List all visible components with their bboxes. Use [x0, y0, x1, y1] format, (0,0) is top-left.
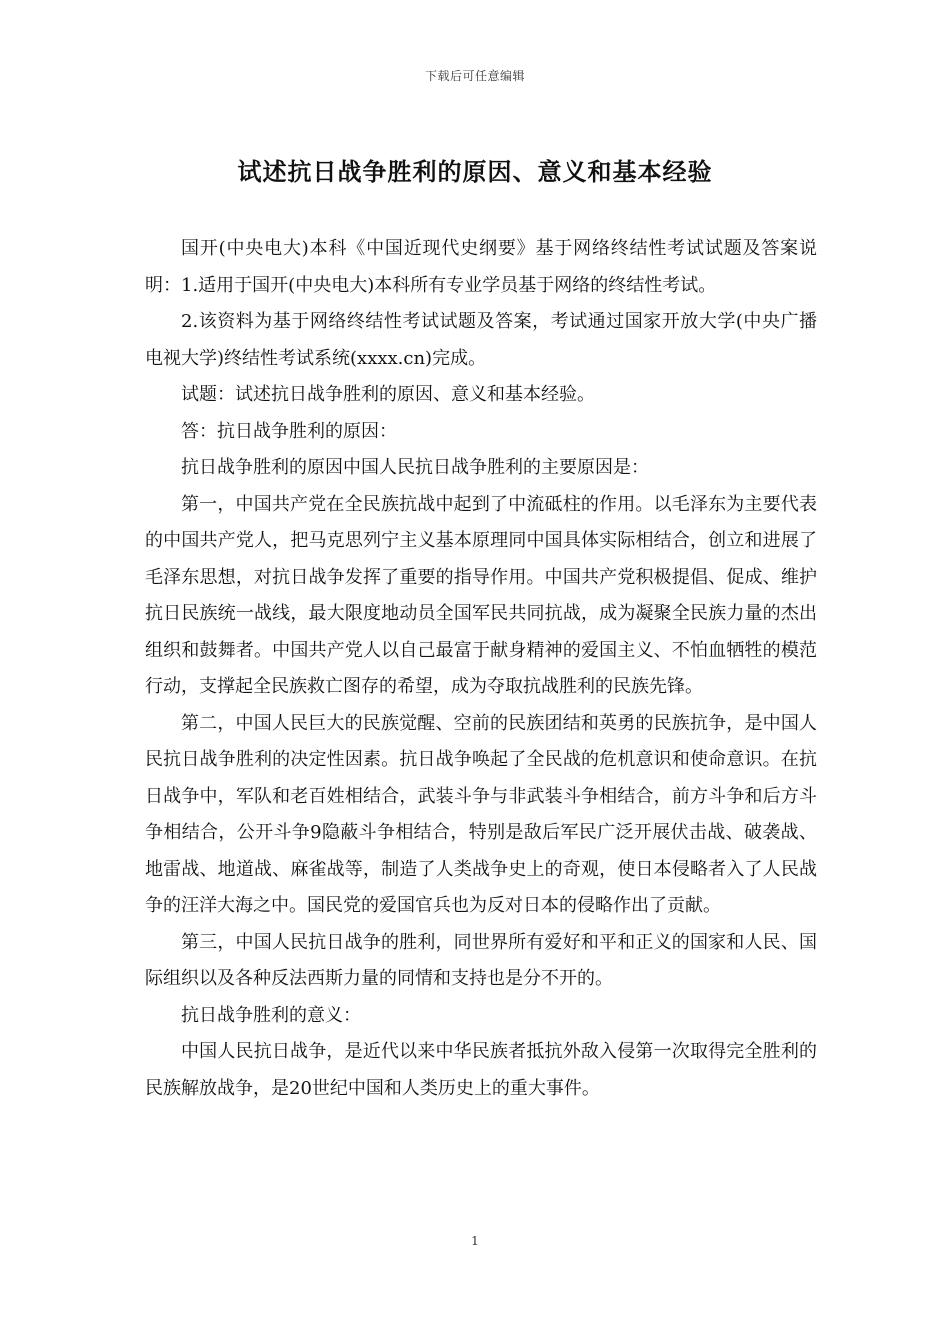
paragraph: 试题：试述抗日战争胜利的原因、意义和基本经验。	[181, 384, 595, 405]
paragraph: 国开(中央电大)本科《中国近现代史纲要》基于网络终结性考试试题及答案说明：1.适用于国开(中央电大)本科所有专业学员基于网络的终结性考试。	[145, 238, 817, 296]
paragraph: 2.该资料为基于网络终结性考试试题及答案，考试通过国家开放大学(中央广播电视大学)终结性考试系统(xxxx.cn)完成。	[145, 311, 817, 369]
paragraph: 答：抗日战争胜利的原因：	[181, 420, 397, 442]
paragraph: 第二，中国人民巨大的民族觉醒、空前的民族团结和英勇的民族抗争，是中国人民抗日战争胜利的决定性因素。抗日战争唤起了全民战的危机意识和使命意识。在抗日战争中，军队和老百姓相结合，武装斗争与非武装斗争相结合，前方斗争和后方斗争相结合，公开斗争9隐蔽斗争相结合，特别是敌后军民广泛开展伏击战、破袭战、地雷战、地道战、麻雀战等，制造了人类战争史上的奇观，使日本侵略者入了人民战争的汪洋大海之中。国民党的爱国官兵也为反对日本的侵略作出了贡献。	[145, 712, 817, 916]
document-title: 试述抗日战争胜利的原因、意义和基本经验	[237, 158, 713, 186]
document-body	[145, 231, 817, 1107]
paragraph: 抗日战争胜利的意义：	[181, 1004, 361, 1026]
header-note: 下载后可任意编辑	[424, 69, 525, 83]
paragraph: 第一，中国共产党在全民族抗战中起到了中流砥柱的作用。以毛泽东为主要代表的中国共产党人，把马克思列宁主义基本原理同中国具体实际相结合，创立和进展了毛泽东思想，对抗日战争发挥了重要的指导作用。中国共产党积极提倡、促成、维护抗日民族统一战线，最大限度地动员全国军民共同抗战，成为凝聚全民族力量的杰出组织和鼓舞者。中国共产党人以自己最富于献身精神的爱国主义、不怕血牺牲的模范行动，支撑起全民族救亡图存的希望，成为夺取抗战胜利的民族先锋。	[145, 493, 817, 697]
paragraph: 抗日战争胜利的原因中国人民抗日战争胜利的主要原因是：	[181, 457, 649, 478]
paragraph: 中国人民抗日战争，是近代以来中华民族者抵抗外敌入侵第一次取得完全胜利的民族解放战争，是20世纪中国和人类历史上的重大事件。	[145, 1041, 817, 1099]
paragraph: 第三，中国人民抗日战争的胜利，同世界所有爱好和平和正义的国家和人民、国际组织以及各种反法西斯力量的同情和支持也是分不开的。	[145, 931, 817, 989]
page-number: 1	[471, 1234, 479, 1248]
